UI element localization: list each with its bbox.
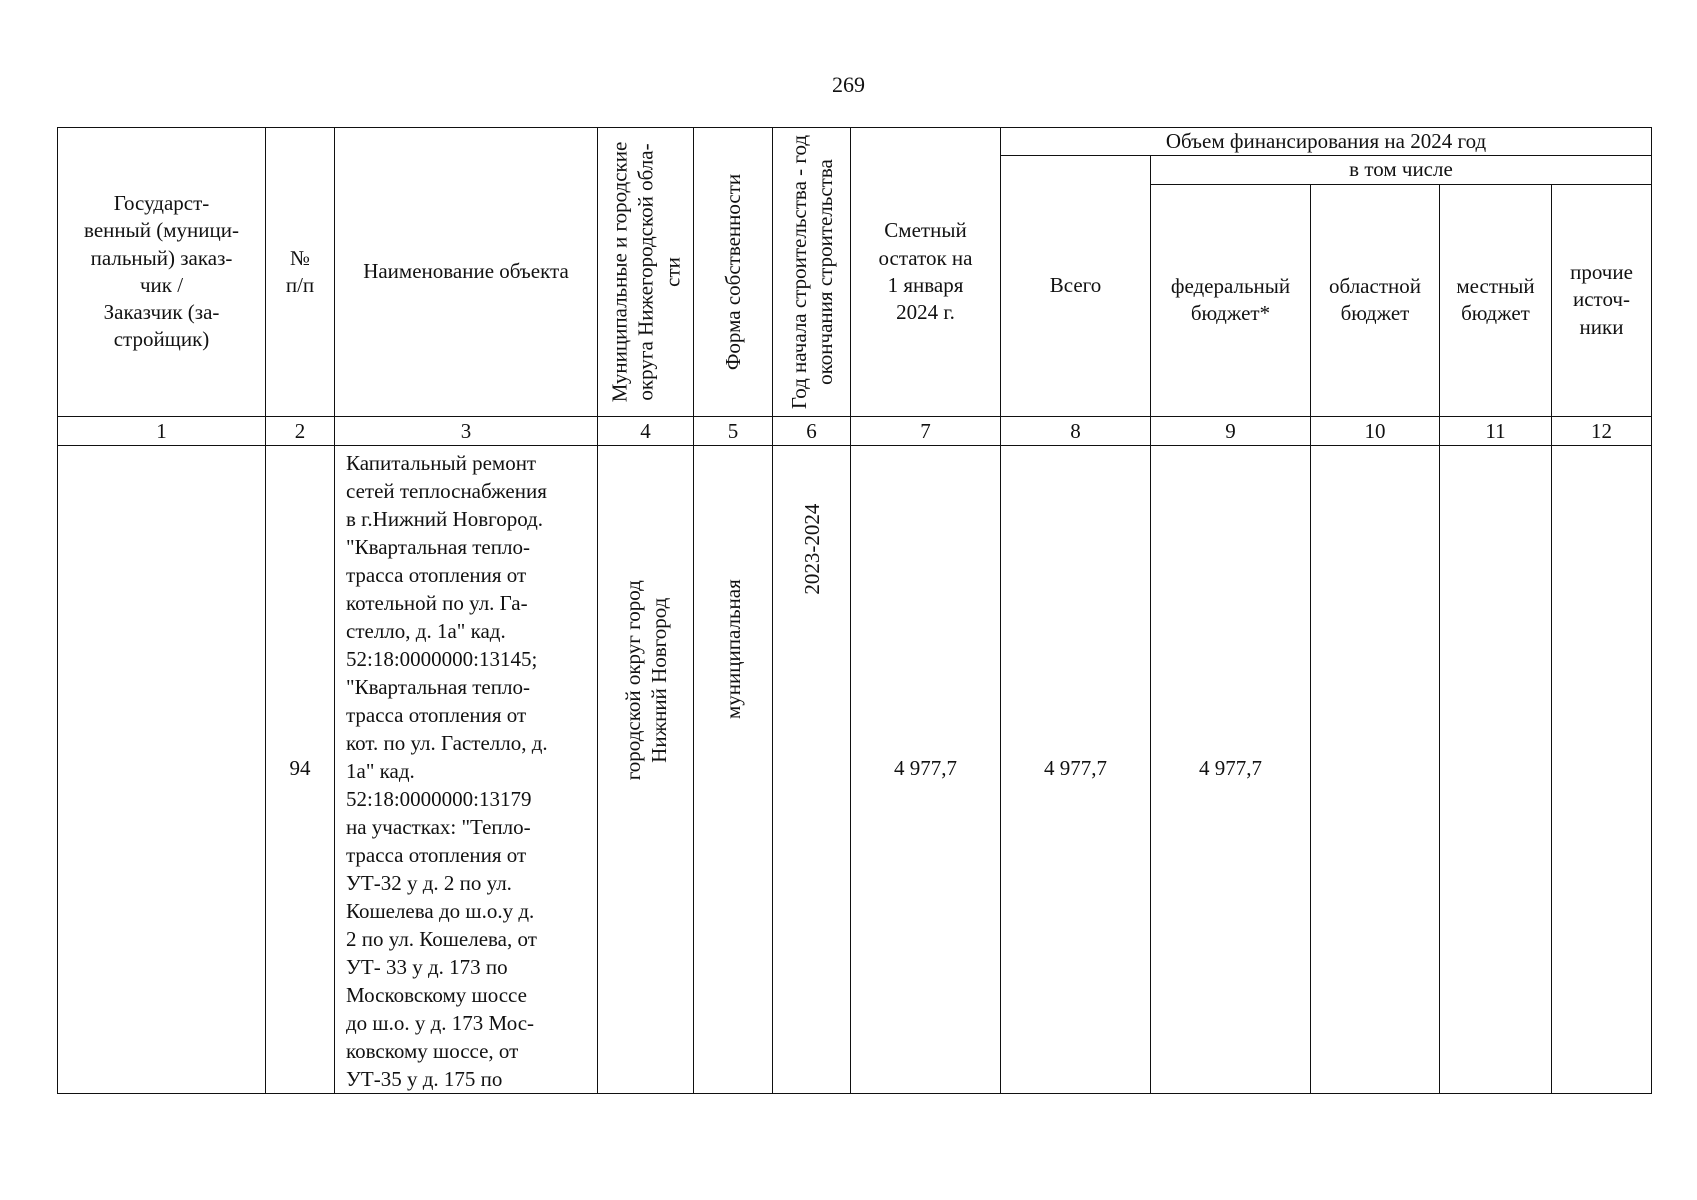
cell-ownership bbox=[694, 445, 773, 1093]
header-other-sources: прочие источ- ники bbox=[1552, 184, 1652, 416]
cell-municipality bbox=[598, 445, 694, 1093]
column-number: 3 bbox=[335, 416, 598, 445]
financing-table bbox=[57, 127, 1652, 1094]
ownership-text: муниципальная bbox=[720, 578, 745, 719]
header-including: в том числе bbox=[1151, 156, 1652, 184]
table-row bbox=[58, 445, 1652, 1093]
column-number: 8 bbox=[1001, 416, 1151, 445]
cell-object-name bbox=[335, 445, 598, 1093]
column-number: 1 bbox=[58, 416, 266, 445]
column-number: 5 bbox=[694, 416, 773, 445]
cell-construction-years bbox=[773, 445, 851, 1093]
construction-years-text: 2023-2024 bbox=[799, 503, 824, 595]
cell-federal-budget: 4 977,7 bbox=[1151, 445, 1311, 1093]
cell-local-budget bbox=[1440, 445, 1552, 1093]
cell-total: 4 977,7 bbox=[1001, 445, 1151, 1093]
header-municipality: Муниципальные и городские округа Нижегородской обла-сти bbox=[598, 128, 694, 417]
header-number: № п/п bbox=[266, 128, 335, 417]
cell-estimate-remainder: 4 977,7 bbox=[851, 445, 1001, 1093]
column-number: 10 bbox=[1311, 416, 1440, 445]
column-number: 4 bbox=[598, 416, 694, 445]
column-number: 12 bbox=[1552, 416, 1652, 445]
column-number: 6 bbox=[773, 416, 851, 445]
object-name-text: Капитальный ремонт сетей теплоснабжения в г.Нижний Новгород. "Квартальная тепло- трасса отопления от котельной по ул. Га- стелло, д. 1а" кад. 52:18:0000000:13145; "Квартальная тепло- трасса отопления от кот. по ул. Гастелло, д. 1а" кад. 52:18:0000000:13179 на участках: "Тепло- трасса отопления от УТ-32 у д. 2 по ул. Кошелева до ш.о.у д. 2 по ул. Кошелева, от УТ- 33 у д. 173 по Московскому шоссе до ш.о. у д. 173 Мос- ковскому шоссе, от УТ-35 у д. 175 по bbox=[346, 450, 548, 1091]
header-local-budget: местный бюджет bbox=[1440, 184, 1552, 416]
cell-customer bbox=[58, 445, 266, 1093]
header-construction-years: Год начала строительства - год окончания строительства bbox=[773, 128, 851, 417]
header-customer: Государст- венный (муници- пальный) заказ- чик / Заказчик (за- стройщик) bbox=[58, 128, 266, 417]
page-number: 269 bbox=[832, 72, 865, 97]
column-number: 2 bbox=[266, 416, 335, 445]
header-object-name: Наименование объекта bbox=[335, 128, 598, 417]
header-ownership: Форма собственности bbox=[694, 128, 773, 417]
header-estimate-remainder: Сметный остаток на 1 января 2024 г. bbox=[851, 128, 1001, 417]
header-regional-budget: областной бюджет bbox=[1311, 184, 1440, 416]
cell-other-sources bbox=[1552, 445, 1652, 1093]
cell-regional-budget bbox=[1311, 445, 1440, 1093]
municipality-text: городской округ город Нижний Новгород bbox=[620, 579, 671, 780]
header-total: Всего bbox=[1001, 156, 1151, 416]
column-number: 11 bbox=[1440, 416, 1552, 445]
header-federal-budget: федеральный бюджет* bbox=[1151, 184, 1311, 416]
cell-number: 94 bbox=[266, 445, 335, 1093]
column-number: 9 bbox=[1151, 416, 1311, 445]
column-number: 7 bbox=[851, 416, 1001, 445]
header-funding-group: Объем финансирования на 2024 год bbox=[1001, 128, 1652, 156]
